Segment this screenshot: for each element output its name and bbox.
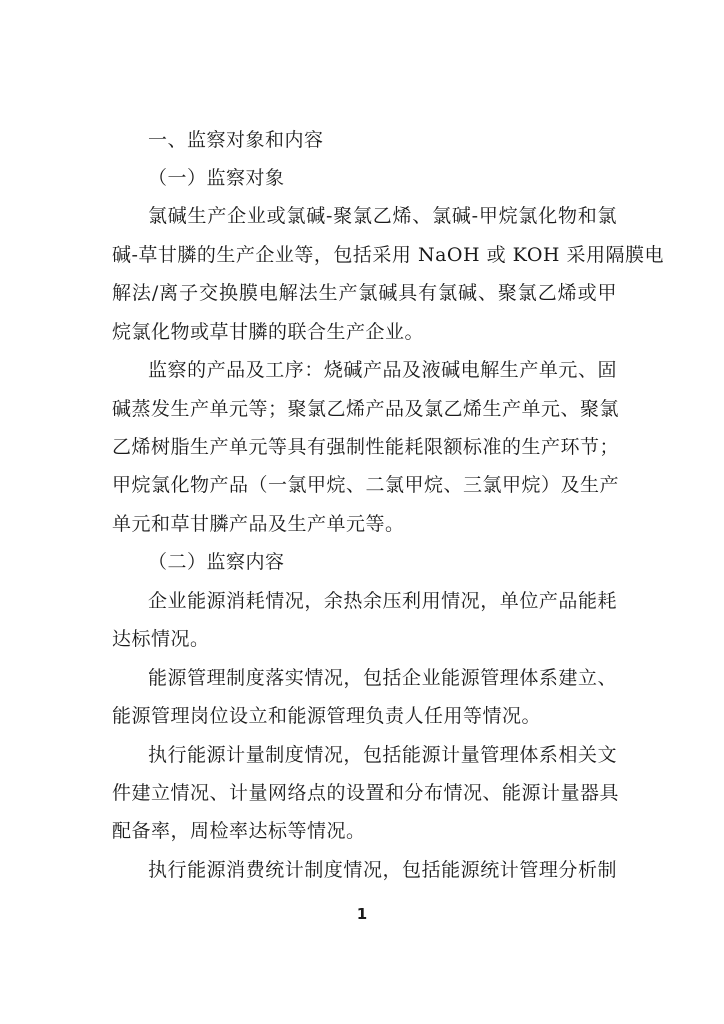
paragraph-line: 碱蒸发生产单元等；聚氯乙烯产品及氯乙烯生产单元、聚氯 bbox=[112, 398, 620, 420]
paragraph-line: 件建立情况、计量网络点的设置和分布情况、能源计量器具 bbox=[112, 782, 620, 804]
paragraph-line: 甲烷氯化物产品（一氯甲烷、二氯甲烷、三氯甲烷）及生产 bbox=[112, 474, 620, 496]
paragraph-line: 氯碱生产企业或氯碱-聚氯乙烯、氯碱-甲烷氯化物和氯 bbox=[148, 205, 617, 227]
paragraph-line: 碱-草甘膦的生产企业等，包括采用 NaOH 或 KOH 采用隔膜电 bbox=[112, 244, 665, 266]
paragraph-line: 解法/离子交换膜电解法生产氯碱具有氯碱、聚氯乙烯或甲 bbox=[112, 282, 617, 304]
paragraph-line: 执行能源消费统计制度情况，包括能源统计管理分析制 bbox=[148, 859, 617, 881]
paragraph-line: 配备率，周检率达标等情况。 bbox=[112, 820, 366, 842]
paragraph-line: 能源管理岗位设立和能源管理负责人任用等情况。 bbox=[112, 705, 542, 727]
page-number: 1 bbox=[356, 905, 368, 923]
paragraph-line: 烷氯化物或草甘膦的联合生产企业。 bbox=[112, 321, 425, 343]
paragraph-line: 达标情况。 bbox=[112, 628, 210, 650]
paragraph-line: 企业能源消耗情况，余热余压利用情况，单位产品能耗 bbox=[148, 590, 617, 612]
paragraph-line: 能源管理制度落实情况，包括企业能源管理体系建立、 bbox=[148, 667, 617, 689]
paragraph-line: 单元和草甘膦产品及生产单元等。 bbox=[112, 513, 405, 535]
paragraph-line: 乙烯树脂生产单元等具有强制性能耗限额标准的生产环节； bbox=[112, 436, 620, 458]
subsection-heading-objects: （一）监察对象 bbox=[148, 167, 285, 189]
paragraph-line: 监察的产品及工序：烧碱产品及液碱电解生产单元、固 bbox=[148, 359, 617, 381]
paragraph-line: 执行能源计量制度情况，包括能源计量管理体系相关文 bbox=[148, 744, 617, 766]
section-heading-1: 一、监察对象和内容 bbox=[148, 129, 324, 151]
subsection-heading-content: （二）监察内容 bbox=[148, 551, 285, 573]
